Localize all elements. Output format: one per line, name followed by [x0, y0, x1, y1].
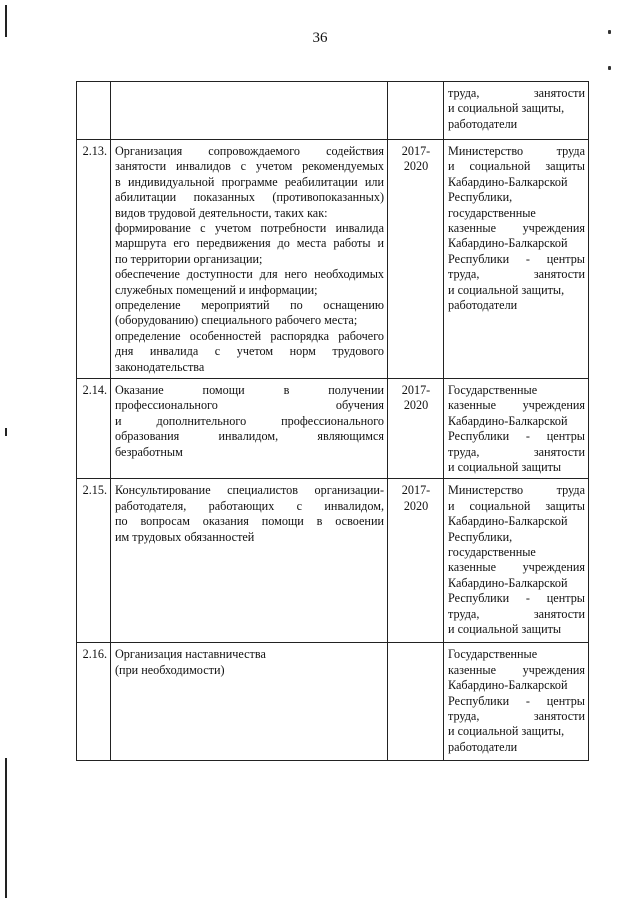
years-cell — [388, 140, 444, 379]
executor-line: Республики - центры — [448, 251, 585, 266]
executor-line: казенные учреждения — [448, 221, 585, 235]
executor-line: Республики, — [448, 190, 513, 205]
scan-dot — [608, 30, 611, 34]
executor-line: труда, занятости — [448, 267, 585, 282]
scan-margin-mark — [5, 428, 7, 436]
description-line: (оборудованию) специального рабочего места; — [115, 313, 358, 328]
scan-margin-mark — [5, 5, 7, 37]
description-line: (при необходимости) — [115, 662, 225, 677]
executor-line: государственные — [448, 205, 536, 220]
executor-line: работодатели — [448, 297, 518, 312]
executor-line: и социальной защиты — [448, 159, 585, 174]
executor-line: Министерство труда — [448, 483, 585, 498]
executor-line: Республики - центры — [448, 429, 585, 444]
year-start: 2017- — [401, 483, 431, 498]
description-line: Организация сопровождаемого содействия — [115, 144, 384, 158]
table-row — [77, 378, 589, 478]
executors-cell — [444, 479, 589, 643]
item-number-cell: 2.13. — [77, 140, 111, 379]
description-line: обеспечение доступности для него необходимых — [115, 267, 384, 282]
year-end: 2020 — [403, 398, 429, 413]
description-line: образования инвалидом, являющимся — [115, 429, 384, 444]
description-line: Организация наставничества — [115, 647, 266, 662]
item-number-cell: 2.16. — [77, 643, 111, 761]
executor-line: Кабардино-Балкарской — [448, 174, 568, 189]
description-line: работодателя, работающих с инвалидом, — [115, 498, 384, 513]
executor-line: казенные учреждения — [448, 560, 585, 575]
executor-line: Кабардино-Балкарской — [448, 413, 568, 428]
executor-line: и социальной защиты, — [448, 282, 565, 297]
executor-line: работодатели — [448, 739, 518, 754]
item-number-cell — [77, 82, 111, 140]
description-line: занятости инвалидов с учетом рекомендуемых — [115, 159, 384, 174]
table-row — [77, 140, 589, 379]
measures-table — [76, 81, 589, 761]
description-line: безработным — [115, 444, 183, 459]
executor-line: казенные учреждения — [448, 662, 585, 677]
table-row — [77, 82, 589, 140]
executor-line: и социальной защиты — [448, 498, 585, 513]
executor-line: Кабардино-Балкарской — [448, 678, 568, 693]
executor-line: труда, занятости — [448, 708, 585, 723]
description-line: законодательства — [115, 359, 205, 374]
executor-line: и социальной защиты, — [448, 101, 565, 116]
description-line: в индивидуальной программе реабилитации или — [115, 174, 384, 189]
description-line: по вопросам оказания помощи в освоении — [115, 514, 384, 529]
description-line: определение особенностей распорядка рабочего — [115, 328, 384, 343]
year-start: 2017- — [401, 382, 431, 397]
description-line: Оказание помощи в получении — [115, 382, 384, 397]
executor-line: казенные учреждения — [448, 398, 585, 413]
years-cell — [388, 378, 444, 478]
year-end: 2020 — [403, 159, 429, 174]
description-cell — [111, 643, 388, 761]
description-line: профессионального обучения — [115, 398, 384, 413]
executor-line: Кабардино-Балкарской — [448, 514, 568, 529]
executor-line: Министерство труда — [448, 144, 585, 158]
description-line: формирование с учетом потребности инвалида — [115, 220, 384, 235]
years-cell — [388, 82, 444, 140]
executor-line: Кабардино-Балкарской — [448, 575, 568, 590]
executor-line: Республики - центры — [448, 693, 585, 708]
executor-line: труда, занятости — [448, 86, 585, 100]
page-number: 36 — [312, 30, 328, 46]
executor-line: работодатели — [448, 116, 518, 131]
table-row — [77, 479, 589, 643]
scan-margin-mark — [5, 758, 7, 898]
executors-cell — [444, 378, 589, 478]
executor-line: Республики, — [448, 529, 513, 544]
description-line: и дополнительного профессионального — [115, 413, 384, 428]
executor-line: Кабардино-Балкарской — [448, 236, 568, 251]
description-line: им трудовых обязанностей — [115, 529, 255, 544]
scan-dot — [608, 66, 611, 70]
description-cell — [111, 479, 388, 643]
description-cell — [111, 378, 388, 478]
description-line: определение мероприятий по оснащению — [115, 297, 384, 312]
executor-line: государственные — [448, 544, 536, 559]
executors-cell — [444, 140, 589, 379]
executor-line: Государственные — [448, 382, 538, 397]
executor-line: и социальной защиты — [448, 459, 562, 474]
executor-line: Государственные — [448, 647, 538, 662]
executor-line: Республики - центры — [448, 591, 585, 606]
executors-cell — [444, 643, 589, 761]
year-end: 2020 — [403, 498, 429, 513]
years-cell — [388, 643, 444, 761]
years-cell — [388, 479, 444, 643]
executor-line: труда, занятости — [448, 606, 585, 621]
executors-cell — [444, 82, 589, 140]
description-line: видов трудовой деятельности, таких как: — [115, 205, 328, 220]
table-row — [77, 643, 589, 761]
description-cell — [111, 140, 388, 379]
description-line: дня инвалида с учетом норм трудового — [115, 344, 384, 359]
executor-line: труда, занятости — [448, 444, 585, 459]
executor-line: и социальной защиты — [448, 621, 562, 636]
year-start: 2017- — [401, 144, 431, 158]
description-cell — [111, 82, 388, 140]
item-number-cell: 2.15. — [77, 479, 111, 643]
description-line: маршрута его передвижения до места работы и — [115, 236, 384, 251]
description-line: служебных помещений и информации; — [115, 282, 318, 297]
description-line: Консультирование специалистов организации- — [115, 483, 384, 498]
item-number-cell: 2.14. — [77, 378, 111, 478]
description-line: по территории организации; — [115, 251, 263, 266]
executor-line: и социальной защиты, — [448, 724, 565, 739]
description-line: абилитации показанных (противопоказанных) — [115, 190, 384, 205]
